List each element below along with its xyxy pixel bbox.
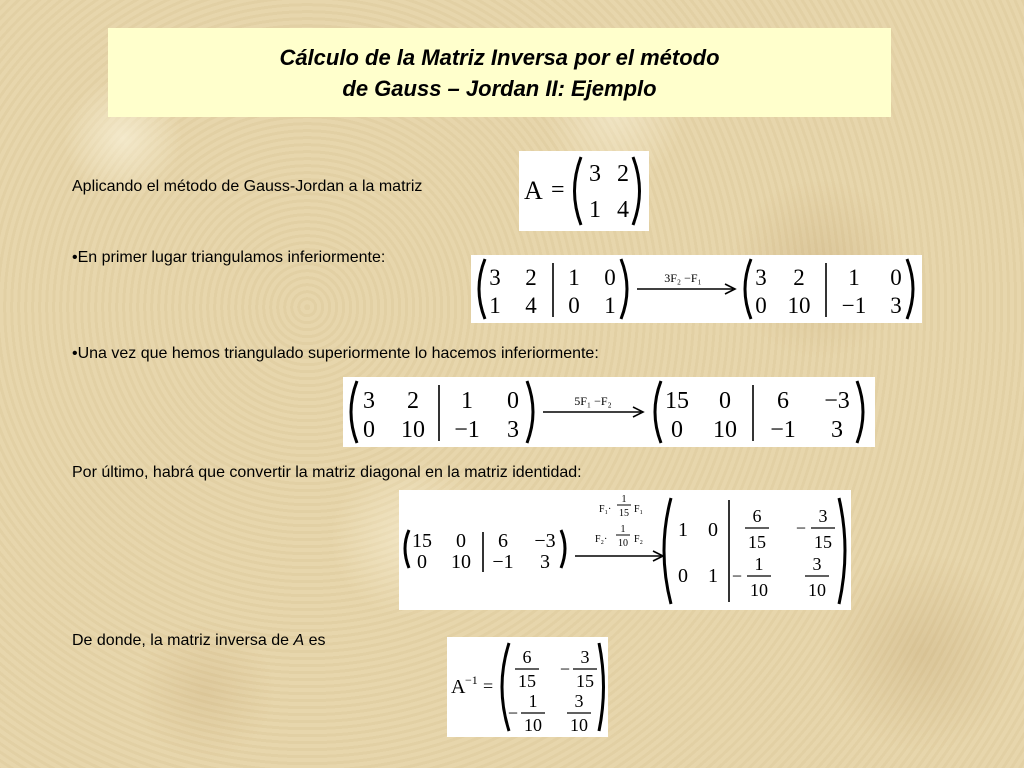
inverse-frac-num: 3 — [580, 647, 590, 667]
step1-left-cell: 0 — [568, 293, 580, 318]
matrix-a-equals: = — [551, 177, 565, 203]
conclusion-text-after: es — [304, 632, 326, 649]
inverse-frac-num: 1 — [528, 691, 538, 711]
inverse-svg — [447, 637, 608, 737]
title-line-2: de Gauss – Jordan II: Ejemplo — [342, 75, 657, 101]
step3-frac-den: 15 — [814, 532, 832, 552]
step3-op2-den: 10 — [618, 538, 628, 549]
step3-frac-num: 6 — [752, 506, 762, 526]
matrix-a-right-bracket — [633, 157, 640, 225]
inverse-frac-sign: − — [507, 703, 519, 723]
step2-operation: 5F₁ −F₂ — [574, 394, 612, 408]
step1-right-cell: 0 — [755, 293, 767, 318]
step3-op2-prefix: F₂· — [595, 534, 608, 545]
step1-right-cell: 3 — [755, 265, 767, 290]
step1-right-cell: −1 — [841, 293, 867, 318]
step1-left-cell: 3 — [489, 265, 501, 290]
matrix-a-cell: 4 — [617, 197, 629, 223]
inverse-frac-num: 6 — [522, 647, 532, 667]
step1-right-open-bracket — [745, 259, 751, 319]
step2-text: •Una vez que hemos triangulado superiormente lo hacemos inferiormente: — [72, 345, 599, 362]
conclusion-variable: A — [293, 632, 305, 649]
step1-left-close-bracket — [621, 259, 627, 319]
step2-right-cell: 0 — [719, 388, 731, 414]
step2-right-cell: −3 — [824, 388, 850, 414]
inverse-frac-den: 10 — [524, 715, 542, 735]
step3-identity-cell: 1 — [708, 565, 718, 587]
step1-left-cell: 2 — [525, 265, 537, 290]
step3-left-open-bracket — [405, 530, 409, 568]
step3-op2-suffix: F₂ — [634, 534, 644, 545]
step3-frac-sign: − — [731, 566, 743, 586]
inverse-frac-num: 3 — [574, 691, 584, 711]
step3-right-open-bracket — [664, 498, 671, 604]
inverse-frac-sign: − — [559, 659, 571, 679]
step3-left-close-bracket — [561, 530, 565, 568]
step2-left-open-bracket — [351, 381, 357, 443]
step3-identity-cell: 1 — [678, 519, 688, 541]
step3-left-cell: 6 — [498, 530, 508, 552]
step1-image — [471, 255, 922, 323]
step3-op1-num: 1 — [621, 494, 627, 505]
step3-right-close-bracket — [839, 498, 845, 604]
step3-svg — [399, 490, 851, 610]
step3-left-cell: 15 — [412, 530, 432, 552]
matrix-a-cell: 2 — [617, 161, 629, 187]
matrix-a-left-bracket — [575, 157, 582, 225]
inverse-frac-den: 15 — [576, 671, 594, 691]
conclusion-text-before: De donde, la matriz inversa de — [72, 632, 294, 649]
step1-left-open-bracket — [479, 259, 485, 319]
step2-right-cell: 6 — [777, 388, 789, 414]
matrix-a-name: A — [524, 176, 543, 205]
matrix-a-cell: 3 — [589, 161, 601, 187]
step3-frac-sign: − — [795, 518, 807, 538]
step1-left-cell: 0 — [604, 265, 616, 290]
step2-left-cell: 0 — [363, 417, 375, 443]
step1-right-close-bracket — [907, 259, 913, 319]
step1-right-cell: 1 — [848, 265, 860, 290]
intro-text: Aplicando el método de Gauss-Jordan a la matriz — [72, 178, 423, 195]
step2-svg — [343, 377, 875, 447]
step3-frac-den: 10 — [750, 580, 768, 600]
step3-left-cell: −3 — [534, 530, 556, 552]
step3-identity-cell: 0 — [678, 565, 688, 587]
step1-left-cell: 1 — [489, 293, 501, 318]
step1-left-cell: 1 — [568, 265, 580, 290]
step3-frac-num: 1 — [754, 554, 764, 574]
step1-operation: 3F₂ −F₁ — [664, 271, 702, 285]
step1-right-cell: 10 — [787, 293, 811, 318]
step2-right-cell: 0 — [671, 417, 683, 443]
slide-title — [108, 28, 891, 117]
inverse-image — [447, 637, 608, 737]
inverse-frac-den: 15 — [518, 671, 536, 691]
inverse-frac-den: 10 — [570, 715, 588, 735]
step3-text: Por último, habrá que convertir la matriz diagonal en la matriz identidad: — [72, 464, 582, 481]
step3-op1-suffix: F₁ — [634, 504, 644, 515]
inverse-name: A — [451, 676, 466, 698]
step2-left-cell: 10 — [401, 417, 425, 443]
step1-svg — [471, 255, 922, 323]
step3-frac-num: 3 — [812, 554, 822, 574]
step2-right-cell: 15 — [665, 388, 689, 414]
matrix-a-cell: 1 — [589, 197, 601, 223]
step2-right-cell: 3 — [831, 417, 843, 443]
step3-op2-num: 1 — [620, 524, 626, 535]
step2-left-cell: 3 — [507, 417, 519, 443]
step3-frac-num: 3 — [818, 506, 828, 526]
step2-left-cell: 0 — [507, 388, 519, 414]
step1-right-cell: 2 — [793, 265, 805, 290]
step3-left-cell: 0 — [417, 551, 427, 573]
matrix-a-image — [519, 151, 649, 231]
conclusion-text — [72, 632, 325, 650]
step3-frac-den: 15 — [748, 532, 766, 552]
step3-op1-den: 15 — [619, 508, 629, 519]
step3-identity-cell: 0 — [708, 519, 718, 541]
step2-left-cell: 3 — [363, 388, 375, 414]
step3-left-cell: 10 — [451, 551, 471, 573]
title-line-1: Cálculo de la Matriz Inversa por el método — [279, 44, 720, 70]
inverse-right-bracket — [599, 643, 604, 731]
step2-left-close-bracket — [527, 381, 533, 443]
step2-left-cell: −1 — [454, 417, 480, 443]
step1-left-cell: 1 — [604, 293, 616, 318]
step3-left-cell: 0 — [456, 530, 466, 552]
matrix-a-svg — [519, 151, 649, 231]
step2-right-cell: −1 — [770, 417, 796, 443]
step3-left-cell: 3 — [540, 551, 550, 573]
step2-image — [343, 377, 875, 447]
step1-right-cell: 0 — [890, 265, 902, 290]
step1-text: •En primer lugar triangulamos inferiormente: — [72, 249, 386, 266]
step2-left-cell: 2 — [407, 388, 419, 414]
step3-frac-den: 10 — [808, 580, 826, 600]
step3-left-cell: −1 — [492, 551, 514, 573]
step3-image — [399, 490, 851, 610]
inverse-exponent: −1 — [465, 673, 478, 687]
inverse-equals: = — [483, 676, 494, 696]
step2-right-close-bracket — [857, 381, 863, 443]
step1-right-cell: 3 — [890, 293, 902, 318]
step2-left-cell: 1 — [461, 388, 473, 414]
step3-op1-prefix: F₁· — [599, 504, 612, 515]
step1-left-cell: 4 — [525, 293, 537, 318]
step2-right-open-bracket — [655, 381, 661, 443]
step2-right-cell: 10 — [713, 417, 737, 443]
